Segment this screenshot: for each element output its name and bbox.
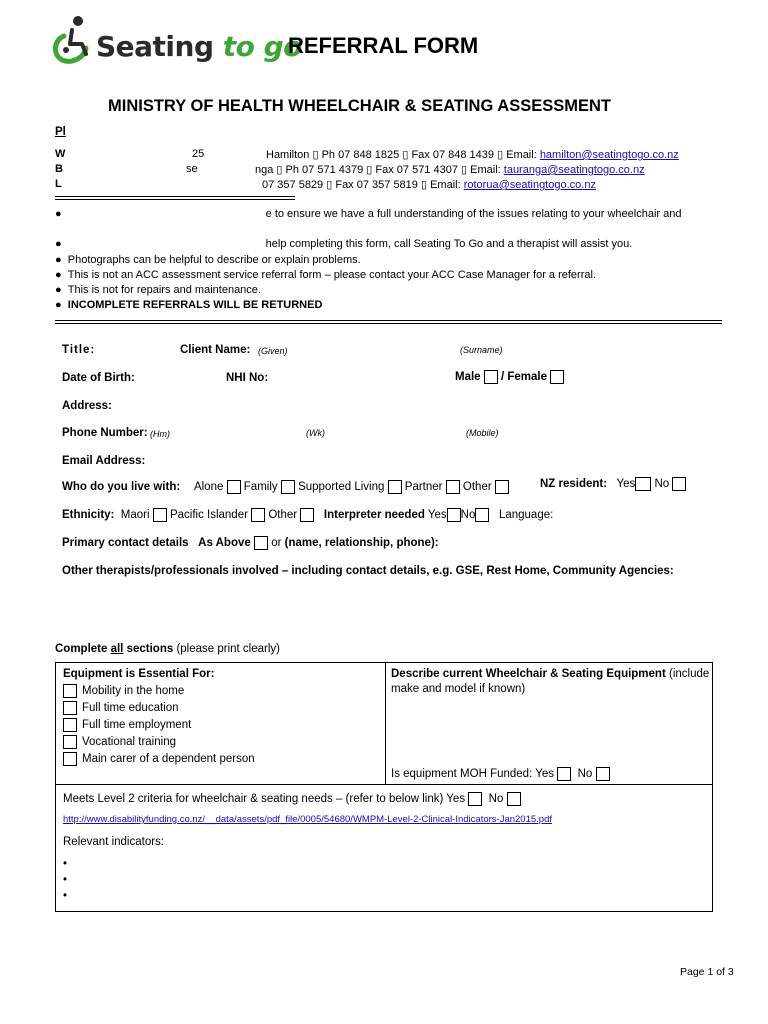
contact-details-hamilton: Hamilton ▯ Ph 07 848 1825 ▯ Fax 07 848 1439 ▯ Email: hamilton@seatingtogo.co.nz (266, 149, 679, 161)
contact-mid-hamilton: 25 (192, 148, 205, 160)
table-divider-v (385, 663, 386, 784)
nz-no-checkbox[interactable] (672, 477, 686, 491)
email-label: Email Address: (62, 455, 146, 467)
divider-scribble (55, 196, 295, 197)
phone-label: Phone Number: (62, 427, 148, 439)
contact-mid-tauranga: se (186, 163, 198, 175)
note-item: ● This is not an ACC assessment service referral form – please contact your ACC Case Manager for a referral. (55, 268, 596, 281)
maori-checkbox[interactable] (153, 508, 167, 522)
indicator-bullet: • (63, 890, 68, 902)
interpreter-no-checkbox[interactable] (475, 508, 489, 522)
email-link-hamilton[interactable]: hamilton@seatingtogo.co.nz (539, 149, 679, 161)
live-with-row: Who do you live with: Alone Family Supported Living Partner Other (62, 480, 509, 494)
alone-checkbox[interactable] (227, 480, 241, 494)
level2-no-checkbox[interactable] (507, 792, 521, 806)
moh-yes-checkbox[interactable] (557, 767, 571, 781)
email-link-tauranga[interactable]: tauranga@seatingtogo.co.nz (503, 164, 645, 176)
wheelchair-logo-icon (50, 14, 94, 64)
note-item: ● help completing this form, call Seating To Go and a therapist will assist you. (55, 238, 633, 251)
contact-row-hamilton (55, 148, 65, 160)
contact-email-label: Email: (470, 164, 501, 176)
contact-phone: 07 357 5829 (262, 179, 324, 191)
education-checkbox[interactable] (63, 701, 77, 715)
male-checkbox[interactable] (484, 370, 498, 384)
note-item: ● This is not for repairs and maintenance. (55, 284, 261, 297)
contact-prefix: L (55, 178, 62, 190)
interpreter-yes-checkbox[interactable] (447, 508, 461, 522)
client-name-label: Client Name: (180, 344, 251, 356)
nz-resident-field: NZ resident: Yes No (540, 477, 686, 491)
essential-option: Full time employment (63, 718, 191, 732)
page-number: Page 1 of 3 (680, 966, 734, 978)
ethnicity-row: Ethnicity: Maori Pacific Islander Other Interpreter needed Yes No Language: (62, 509, 554, 522)
wk-hint: (Wk) (306, 428, 325, 438)
note-item: ● INCOMPLETE REFERRALS WILL BE RETURNED (55, 299, 323, 312)
describe-equipment-label: Describe current Wheelchair & Seating Equipment (include (391, 668, 710, 680)
level2-field: Meets Level 2 criteria for wheelchair & seating needs – (refer to below link) Yes No (63, 792, 521, 806)
nz-yes-checkbox[interactable] (635, 477, 651, 491)
nhi-label: NHI No: (226, 372, 269, 384)
contact-row-rotorua (55, 178, 62, 190)
contact-phone: Ph 07 571 4379 (285, 164, 364, 176)
indicator-bullet: • (63, 858, 68, 870)
vocational-checkbox[interactable] (63, 735, 77, 749)
dob-label: Date of Birth: (62, 372, 135, 384)
essential-option: Main carer of a dependent person (63, 752, 255, 766)
essential-option: Mobility in the home (63, 684, 184, 698)
essential-option: Vocational training (63, 735, 176, 749)
section-divider (55, 320, 722, 324)
form-subtitle: MINISTRY OF HEALTH WHEELCHAIR & SEATING ASSESSMENT (108, 97, 611, 115)
email-link-rotorua[interactable]: rotorua@seatingtogo.co.nz (463, 179, 596, 191)
other-therapists-label: Other therapists/professionals involved – including contact details, e.g. GSE, Rest Home, Community Agencies: (62, 565, 674, 577)
note-item: ● Photographs can be helpful to describe or explain problems. (55, 253, 361, 266)
logo-text-accent: to go (222, 30, 302, 63)
form-title: REFERRAL FORM (288, 33, 479, 58)
title-label: Title: (62, 344, 96, 356)
complete-note: Complete all sections (please print clearly) (55, 643, 280, 655)
moh-no-checkbox[interactable] (596, 767, 610, 781)
other-living-checkbox[interactable] (495, 480, 509, 494)
essential-title: Equipment is Essential For: (63, 668, 215, 680)
table-divider-h (56, 784, 712, 785)
level2-link[interactable]: http://www.disabilityfunding.co.nz/__data/assets/pdf_file/0005/54680/WMPM-Level-2-Clinical-Indicators-Jan2015.pdf (63, 814, 552, 825)
mobility-checkbox[interactable] (63, 684, 77, 698)
family-checkbox[interactable] (281, 480, 295, 494)
logo-text-main: Seating (96, 30, 214, 63)
contact-fax: Fax 07 571 4307 (375, 164, 458, 176)
contact-email-label: Email: (506, 149, 537, 161)
female-checkbox[interactable] (550, 370, 564, 384)
employment-checkbox[interactable] (63, 718, 77, 732)
contact-row-tauranga (55, 163, 63, 175)
level2-yes-checkbox[interactable] (468, 792, 482, 806)
contact-email-label: Email: (430, 179, 461, 191)
other-ethnicity-checkbox[interactable] (300, 508, 314, 522)
logo (50, 14, 302, 66)
partner-checkbox[interactable] (446, 480, 460, 494)
contact-city: Hamilton (266, 149, 310, 161)
contact-city: nga (255, 164, 274, 176)
divider-scribble-2 (55, 199, 295, 200)
primary-contact-row: Primary contact details As Above or (name, relationship, phone): (62, 537, 439, 550)
relevant-indicators-label: Relevant indicators: (63, 836, 164, 848)
contact-phone: Ph 07 848 1825 (321, 149, 400, 161)
note-item: ● e to ensure we have a full understanding of the issues relating to your wheelchair and (55, 208, 682, 220)
contact-fax: Fax 07 848 1439 (411, 149, 495, 161)
supported-living-checkbox[interactable] (388, 480, 402, 494)
contact-prefix: B (55, 163, 63, 175)
notes-list (55, 207, 681, 314)
pacific-checkbox[interactable] (251, 508, 265, 522)
essential-option: Full time education (63, 701, 179, 715)
hm-hint: (Hm) (150, 429, 170, 439)
equipment-table (55, 662, 713, 912)
contact-details-tauranga: nga ▯ Ph 07 571 4379 ▯ Fax 07 571 4307 ▯ Email: tauranga@seatingtogo.co.nz (255, 164, 645, 176)
contact-prefix: W (55, 148, 66, 160)
moh-funded-field: Is equipment MOH Funded: Yes No (391, 767, 610, 781)
please-prefix: Pl (55, 126, 66, 138)
contact-details-rotorua: 07 357 5829 ▯ Fax 07 357 5819 ▯ Email: rotorua@seatingtogo.co.nz (262, 179, 596, 191)
contact-fax: Fax 07 357 5819 (335, 179, 418, 191)
gender-field: Male / Female (455, 370, 564, 384)
indicator-bullet: • (63, 874, 68, 886)
given-hint: (Given) (258, 346, 288, 356)
address-label: Address: (62, 400, 112, 412)
describe-equipment-line2: make and model if known) (391, 683, 526, 695)
mobile-hint: (Mobile) (466, 428, 499, 438)
as-above-checkbox[interactable] (254, 536, 268, 550)
carer-checkbox[interactable] (63, 752, 77, 766)
surname-hint: (Surname) (460, 345, 503, 355)
